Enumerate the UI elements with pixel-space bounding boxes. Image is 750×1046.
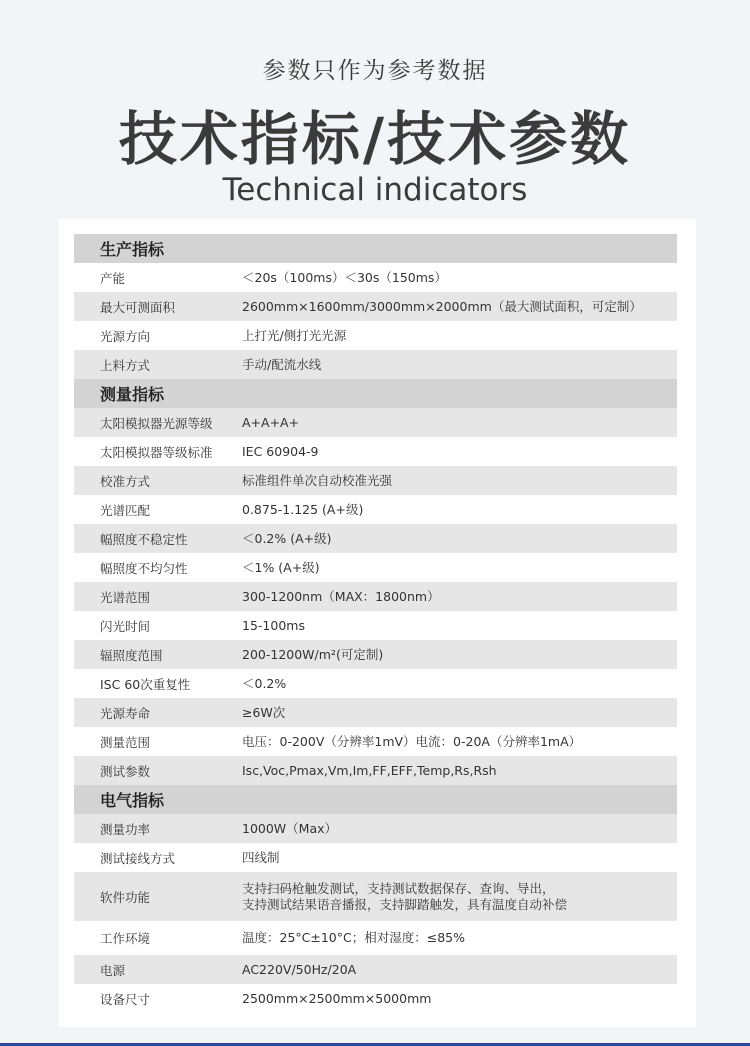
row-key: 闪光时间 <box>100 618 151 634</box>
row-value: 电压：0-200V（分辨率1mV）电流：0-20A（分辨率1mA） <box>242 733 582 749</box>
row-key: 光谱范围 <box>100 589 151 605</box>
row-value: 300-1200nm（MAX：1800nm） <box>242 588 440 604</box>
row-value: AC220V/50Hz/20A <box>242 961 357 977</box>
row-key: 工作环境 <box>100 931 151 946</box>
row-key: 测试参数 <box>100 763 151 779</box>
row-value: ＜1% (A+级) <box>242 559 320 575</box>
table-row <box>74 872 677 921</box>
row-value: 0.875-1.125 (A+级) <box>242 501 364 517</box>
row-key: 最大可测面积 <box>100 299 176 315</box>
row-key: 光谱匹配 <box>100 502 151 518</box>
table-row <box>74 698 677 727</box>
row-value: 2500mm×2500mm×5000mm <box>242 990 432 1006</box>
table-row <box>74 640 677 669</box>
row-key: 电源 <box>100 962 126 978</box>
table-row <box>74 814 677 843</box>
row-value: 标准组件单次自动校准光强 <box>242 472 393 488</box>
section-header-production: 生产指标 <box>74 234 677 263</box>
row-value: 四线制 <box>242 849 280 865</box>
table-row <box>74 984 677 1013</box>
row-key: 辐照度范围 <box>100 647 163 663</box>
row-value: A+A+A+ <box>242 414 300 430</box>
row-value: ＜0.2% (A+级) <box>242 530 332 546</box>
row-key: 测量功率 <box>100 821 151 837</box>
table-row <box>74 524 677 553</box>
row-key: 幅照度不均匀性 <box>100 560 188 576</box>
row-value: 15-100ms <box>242 617 305 633</box>
row-value: 上打光/侧打光光源 <box>242 327 347 343</box>
table-row <box>74 408 677 437</box>
table-row <box>74 921 677 955</box>
row-key: 校准方式 <box>100 473 151 489</box>
table-row <box>74 727 677 756</box>
row-value-line: 支持扫码枪触发测试，支持测试数据保存、查询、导出， <box>242 880 555 896</box>
row-value: 温度：25°C±10°C；相对湿度：≤85% <box>242 930 465 945</box>
row-key: 测试接线方式 <box>100 850 176 866</box>
row-key: 软件功能 <box>100 889 151 905</box>
row-value: Isc,Voc,Pmax,Vm,Im,FF,EFF,Temp,Rs,Rsh <box>242 762 497 778</box>
row-key: 太阳模拟器等级标准 <box>100 444 213 460</box>
row-key: ISC 60次重复性 <box>100 676 191 692</box>
section-header-electrical: 电气指标 <box>74 785 677 814</box>
table-row <box>74 843 677 872</box>
page-subtitle: 参数只作为参考数据 <box>262 58 488 84</box>
row-key: 光源寿命 <box>100 705 151 721</box>
table-row <box>74 582 677 611</box>
table-row <box>74 321 677 350</box>
row-key: 光源方向 <box>100 328 151 344</box>
table-row <box>74 350 677 379</box>
table-row <box>74 466 677 495</box>
table-row <box>74 669 677 698</box>
english-title: Technical indicators <box>222 172 528 208</box>
row-value: 200-1200W/m²(可定制) <box>242 646 384 662</box>
table-row <box>74 263 677 292</box>
row-key: 上料方式 <box>100 357 151 373</box>
section-header-measurement: 测量指标 <box>74 379 677 408</box>
row-value: IEC 60904-9 <box>242 443 319 459</box>
row-value <box>242 881 677 913</box>
row-value: 手动/配流水线 <box>242 356 322 372</box>
table-row <box>74 611 677 640</box>
row-value: 1000W（Max） <box>242 820 338 836</box>
table-row <box>74 955 677 984</box>
spec-table <box>74 234 677 1013</box>
row-value: 2600mm×1600mm/3000mm×2000mm（最大测试面积，可定制） <box>242 298 642 314</box>
table-row <box>74 553 677 582</box>
row-value: ＜20s（100ms）＜30s（150ms） <box>242 269 447 285</box>
spec-card <box>59 219 696 1027</box>
row-key: 幅照度不稳定性 <box>100 531 188 547</box>
row-key: 测量范围 <box>100 734 151 750</box>
table-row <box>74 292 677 321</box>
page-title: 技术指标/技术参数 <box>118 105 632 173</box>
row-key: 产能 <box>100 270 126 286</box>
table-row <box>74 437 677 466</box>
row-value-line: 支持测试结果语音播报，支持脚踏触发，具有温度自动补偿 <box>242 896 568 912</box>
row-value: ≥6W次 <box>242 704 286 720</box>
row-key: 设备尺寸 <box>100 991 151 1007</box>
row-value: ＜0.2% <box>242 675 287 691</box>
table-row <box>74 495 677 524</box>
row-key: 太阳模拟器光源等级 <box>100 415 213 431</box>
table-row <box>74 756 677 785</box>
